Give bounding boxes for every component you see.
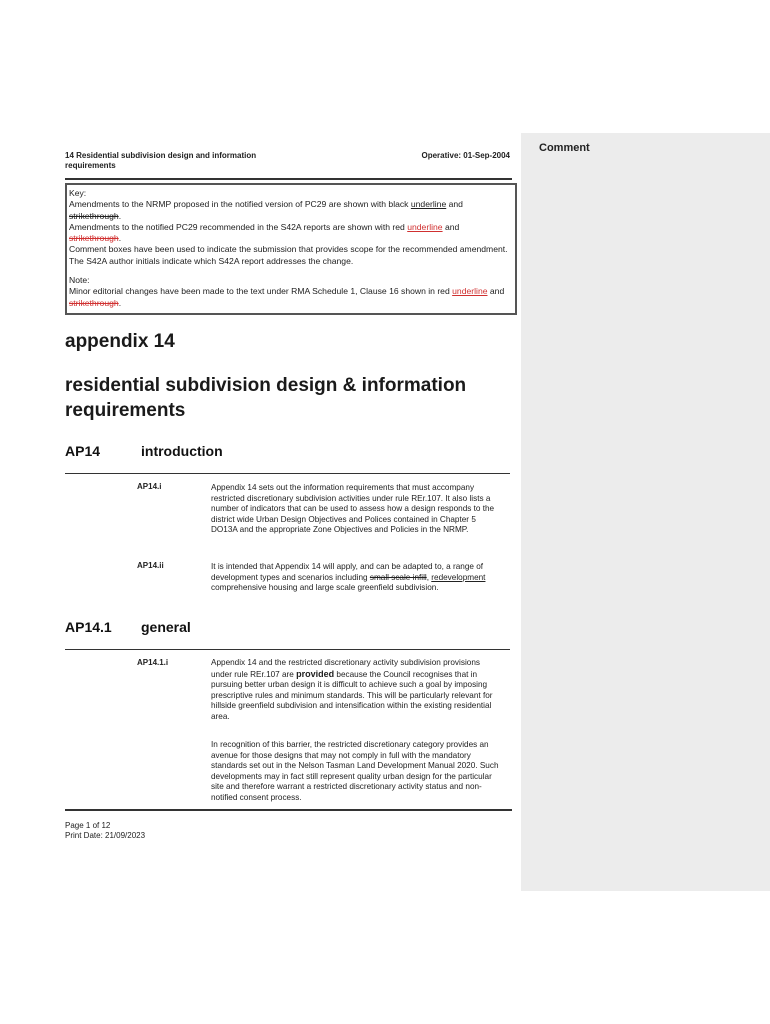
key-line-red [69,222,510,245]
key-box [65,183,517,315]
item-text-ap14-1-i-para2: In recognition of this barrier, the restricted discretionary category provides an avenue for those designs that may not comply in full with the mandatory standards set out in the Nelson Tasman Land Development Manual 2020. Such developments may in fact still represent quality urban design for the particular site and therefore warrant a restricted discretionary activity status and non-notified consent process. [211,740,499,802]
key-line-black-end: . [118,210,122,221]
section-rule [65,649,510,650]
inserted-bold-text: provided [296,668,335,679]
note-line-and: and [487,286,505,297]
section-title: general [141,619,191,635]
note-red-strikethrough-sample: strikethrough [69,297,119,308]
key-line-black-and: and [446,199,463,210]
item-label-ap14-1-i: AP14.1.i [137,658,169,667]
header-rule [65,178,512,180]
black-strikethrough-sample: strikethrough [69,210,119,221]
note-line-text: Minor editorial changes have been made to the text under RMA Schedule 1, Clause 16 shown in red [69,286,453,297]
key-line-black [69,199,510,222]
key-heading: Key: [69,188,87,198]
item-text-ap14-i: Appendix 14 sets out the information requirements that must accompany restricted discretionary subdivision activities under rule REr.107. It also lists a number of indicators that can be used to assess how a design responds to the district wide Urban Design Objectives and Polices contained in Chapter 5 DO13A and the appropriate Zone Objectives and Policies in the NRMP. [211,483,495,535]
item-label-ap14-ii: AP14.ii [137,561,164,570]
item-text-ap14-ii-end: comprehensive housing and large scale greenfield subdivision. [211,583,439,593]
black-underline-sample: underline [410,199,447,210]
red-strikethrough-sample: strikethrough [69,233,119,244]
comment-pane [521,133,770,891]
item-label-ap14-i: AP14.i [137,482,162,491]
section-title: introduction [141,443,223,459]
key-line-red-end: . [118,233,122,244]
footer-rule [65,809,512,811]
item-text-ap14-ii-comma: , [426,572,432,582]
appendix-subtitle: residential subdivision design & information requirements [65,375,467,421]
appendix-title: appendix 14 [65,331,175,352]
item-text-ap14-1-i-end: because the Council recognises that in pursuing better urban design it is difficult to achieve such a goal by imposing prescriptive rules and minimum standards. This will be particularly relevant for hillside greenfield subdivision and intensification within the existing residential area. [211,669,493,721]
red-underline-sample: underline [407,221,443,232]
key-line-comments: Comment boxes have been used to indicate the submission that provides scope for the recommended amendment. The S42A author initials indicate which S42A report addresses the change. [69,244,508,266]
note-heading: Note: [69,275,90,286]
note-red-underline-sample: underline [452,286,488,297]
page-footer [65,821,145,841]
print-date: Print Date: 21/09/2023 [65,831,146,840]
section-rule [65,473,510,474]
key-line-black-text: Amendments to the NRMP proposed in the notified version of PC29 are shown with black [69,199,411,210]
key-line-red-text: Amendments to the notified PC29 recommended in the S42A reports are shown with red [69,221,408,232]
deleted-text: small scale infill [369,572,427,582]
item-text-ap14-ii-start: It is intended that Appendix 14 will apply, and can be adapted to, a range of development types and scenarios including [211,562,484,582]
section-number: AP14.1 [65,619,112,635]
header-chapter-title: 14 Residential subdivision design and information requirements [65,151,257,170]
note-line-end: . [118,297,122,308]
comment-pane-title: Comment [539,142,590,154]
item-text-ap14-ii [211,562,501,594]
note-line [69,286,510,309]
item-text-ap14-1-i [211,658,501,723]
header-operative-date: Operative: 01-Sep-2004 [421,151,510,160]
inserted-text: redevelopment [431,572,486,582]
section-number: AP14 [65,443,101,459]
item-text-ap14-1-i-start: Appendix 14 and the restricted discretionary activity subdivision provisions under rule REr.107 are [211,658,480,679]
key-line-red-and: and [442,221,460,232]
page-number: Page 1 of 12 [65,821,111,830]
